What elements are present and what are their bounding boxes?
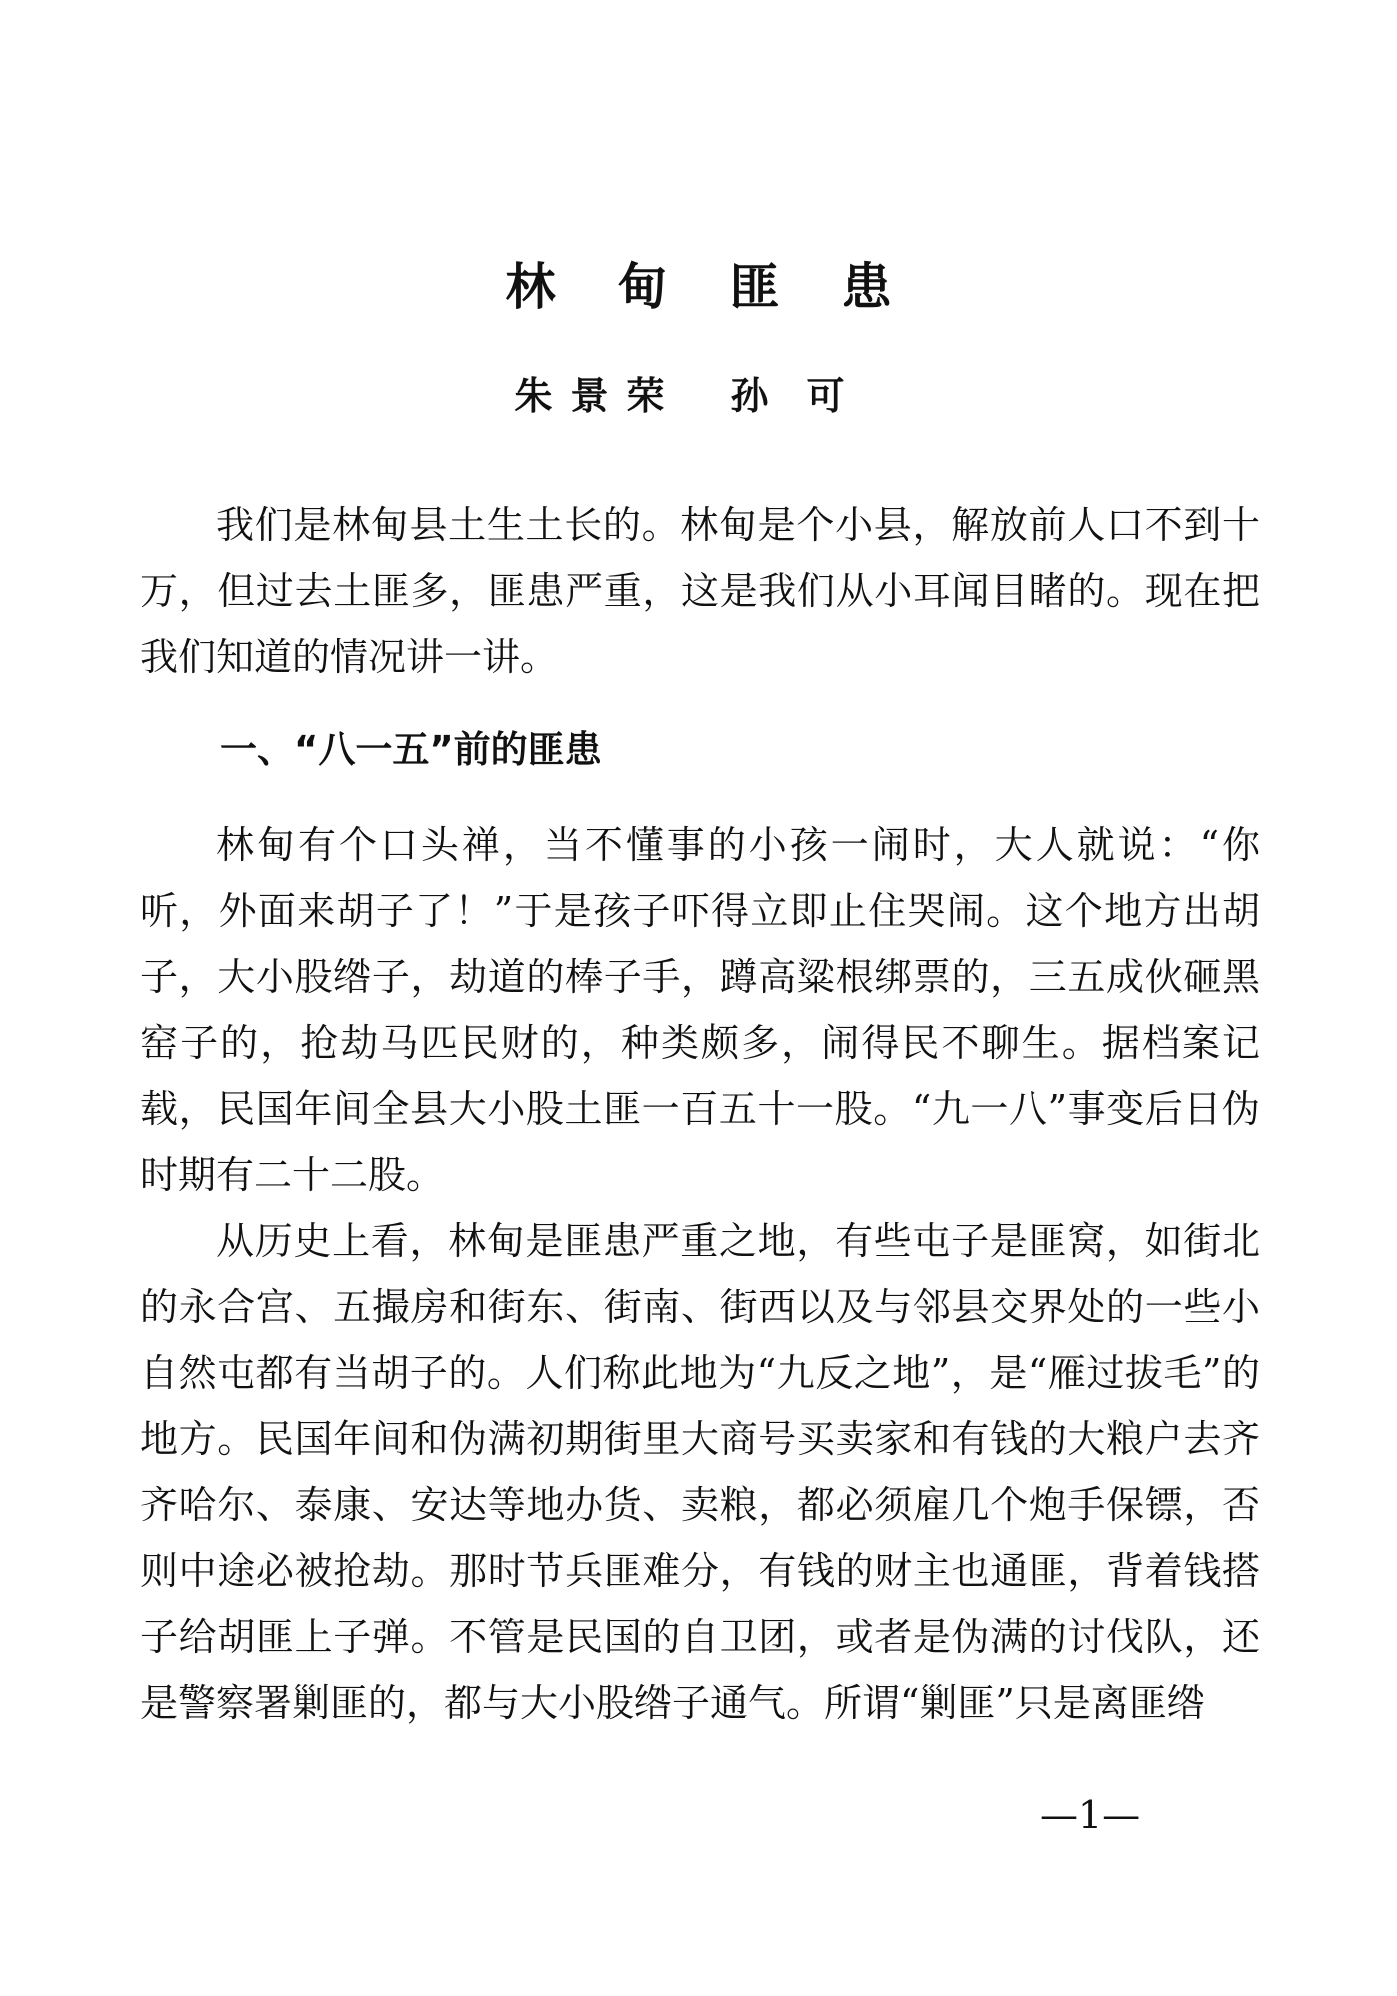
section-paragraph-block [140,1208,1260,1736]
author-name: 朱景荣 [514,374,683,418]
body-paragraph: 林甸有个口头禅，当不懂事的小孩一闹时，大人就说：“你听，外面来胡子了！”于是孩子吓得立即止住哭闹。这个地方出胡子，大小股绺子，劫道的棒子手，蹲高粱根绑票的，三五成伙砸黑窑子的，抢劫马匹民财的，种类颇多，闹得民不聊生。据档案记载，民国年间全县大小股土匪一百五十一股。“九一八”事变后日伪时期有二十二股。 [140,823,1260,1197]
section-heading: 一、“八一五”前的匪患 [220,728,602,771]
article-title: 林甸匪患 [505,258,954,316]
intro-paragraph: 我们是林甸县土生土长的。林甸是个小县，解放前人口不到十万，但过去土匪多，匪患严重，这是我们从小耳闻目睹的。现在把我们知道的情况讲一讲。 [140,503,1260,679]
section-paragraph-block [140,812,1260,1208]
article-authors [0,368,1397,424]
author-name: 孙可 [730,374,883,418]
page-number: —1— [1040,1793,1141,1837]
body-paragraph: 从历史上看，林甸是匪患严重之地，有些屯子是匪窝，如街北的永合宫、五撮房和街东、街南、街西以及与邻县交界处的一些小自然屯都有当胡子的。人们称此地为“九反之地”，是“雁过拔毛”的地方。民国年间和伪满初期街里大商号买卖家和有钱的大粮户去齐齐哈尔、泰康、安达等地办货、卖粮，都必须雇几个炮手保镖，否则中途必被抢劫。那时节兵匪难分，有钱的财主也通匪，背着钱搭子给胡匪上子弹。不管是民国的自卫团，或者是伪满的讨伐队，还是警察署剿匪的，都与大小股绺子通气。所谓“剿匪”只是离匪绺 [140,1219,1260,1725]
intro-block [140,492,1260,690]
